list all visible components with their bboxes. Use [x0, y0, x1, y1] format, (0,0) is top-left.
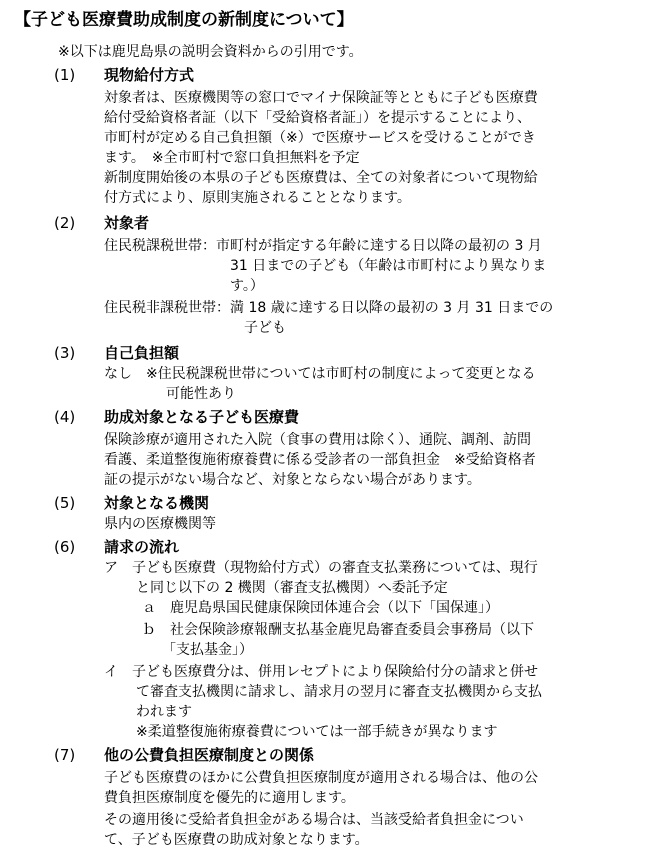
section-text-line: 新制度開始後の本県の子ども医療費は、全ての対象者について現物給: [104, 170, 538, 186]
section-heading: 請求の流れ: [104, 538, 180, 556]
section-heading: 対象者: [104, 214, 150, 232]
section-heading: 他の公費負担医療制度との関係: [104, 746, 315, 764]
section-text-line: われます: [136, 704, 192, 720]
section-text-line: 子ども: [244, 320, 286, 336]
section-text-line: 証の提示がない場合など、対象とならない場合があります。: [104, 472, 481, 488]
section-text-line: と同じ以下の 2 機関（審査支払機関）へ委託予定: [136, 580, 448, 596]
section-text-line: 「支払基金」）: [162, 642, 253, 658]
section-text-line: 県内の医療機関等: [104, 516, 216, 532]
section-text-line: 看護、柔道整復施術療養費に係る受診者の一部負担金 ※受給資格者: [104, 452, 536, 468]
section-number: (1): [54, 66, 76, 84]
section-heading: 自己負担額: [104, 344, 180, 362]
section-text-line: 給付受給資格者証（以下「受給資格者証」）を提示することにより、: [104, 110, 531, 126]
section-number: (4): [54, 408, 76, 426]
section-text-line: その適用後に受給者負担金がある場合は、当該受給者負担金につい: [104, 812, 524, 828]
section-text-line: て審査支払機関に請求し、請求月の翌月に審査支払機関から支払: [136, 684, 542, 700]
section-text-line: 対象者は、医療機関等の窓口でマイナ保険証等とともに子ども医療費: [104, 90, 538, 106]
section-text-line: す。）: [230, 278, 264, 294]
section-heading: 対象となる機関: [104, 494, 210, 512]
section-text-line: 費負担医療制度を優先的に適用します。: [104, 790, 355, 806]
section-text-line: 可能性あり: [166, 386, 236, 402]
section-number: (2): [54, 214, 76, 232]
section-text-line: 子ども医療費のほかに公費負担医療制度が適用される場合は、他の公: [104, 770, 538, 786]
section-text-line: ｂ 社会保険診療報酬支払基金鹿児島審査委員会事務局（以下: [142, 622, 534, 638]
section-text-line: 31 日までの子ども（年齢は市町村により異なりま: [230, 258, 547, 274]
section-text-line: 市町村が定める自己負担額（※）で医療サービスを受けることができ: [104, 130, 536, 146]
section-text-line: ａ 鹿児島県国民健康保険団体連合会（以下「国保連」）: [142, 600, 499, 616]
section-text-line: イ 子ども医療費分は、併用レセプトにより保険給付分の請求と併せ: [104, 664, 538, 680]
section-text-line: ます。 ※全市町村で窓口負担無料を予定: [104, 150, 360, 166]
section-heading: 助成対象となる子ども医療費: [104, 408, 300, 426]
section-number: (3): [54, 344, 76, 362]
section-number: (6): [54, 538, 76, 556]
section-text-line: なし ※住民税課税世帯については市町村の制度によって変更となる: [104, 366, 536, 382]
section-text-line: 住民税非課税世帯：満 18 歳に達する日以降の最初の 3 月 31 日までの: [104, 300, 554, 316]
section-number: (5): [54, 494, 76, 512]
section-text-line: 付方式により、原則実施されることとなります。: [104, 190, 411, 206]
section-number: (7): [54, 746, 76, 764]
source-note: ※以下は鹿児島県の説明会資料からの引用です。: [58, 44, 363, 60]
section-text-line: 保険診療が適用された入院（食事の費用は除く）、通院、調剤、訪問: [104, 432, 531, 448]
section-text-line: て、子ども医療費の助成対象となります。: [104, 832, 369, 848]
section-text-line: 住民税課税世帯：市町村が指定する年齢に達する日以降の最初の 3 月: [104, 238, 542, 254]
section-text-line: ※柔道整復施術療養費については一部手続きが異なります: [136, 724, 498, 740]
document-title: 【子ども医療費助成制度の新制度について】: [14, 10, 354, 30]
section-heading: 現物給付方式: [104, 66, 195, 84]
section-text-line: ア 子ども医療費（現物給付方式）の審査支払業務については、現行: [104, 560, 538, 576]
